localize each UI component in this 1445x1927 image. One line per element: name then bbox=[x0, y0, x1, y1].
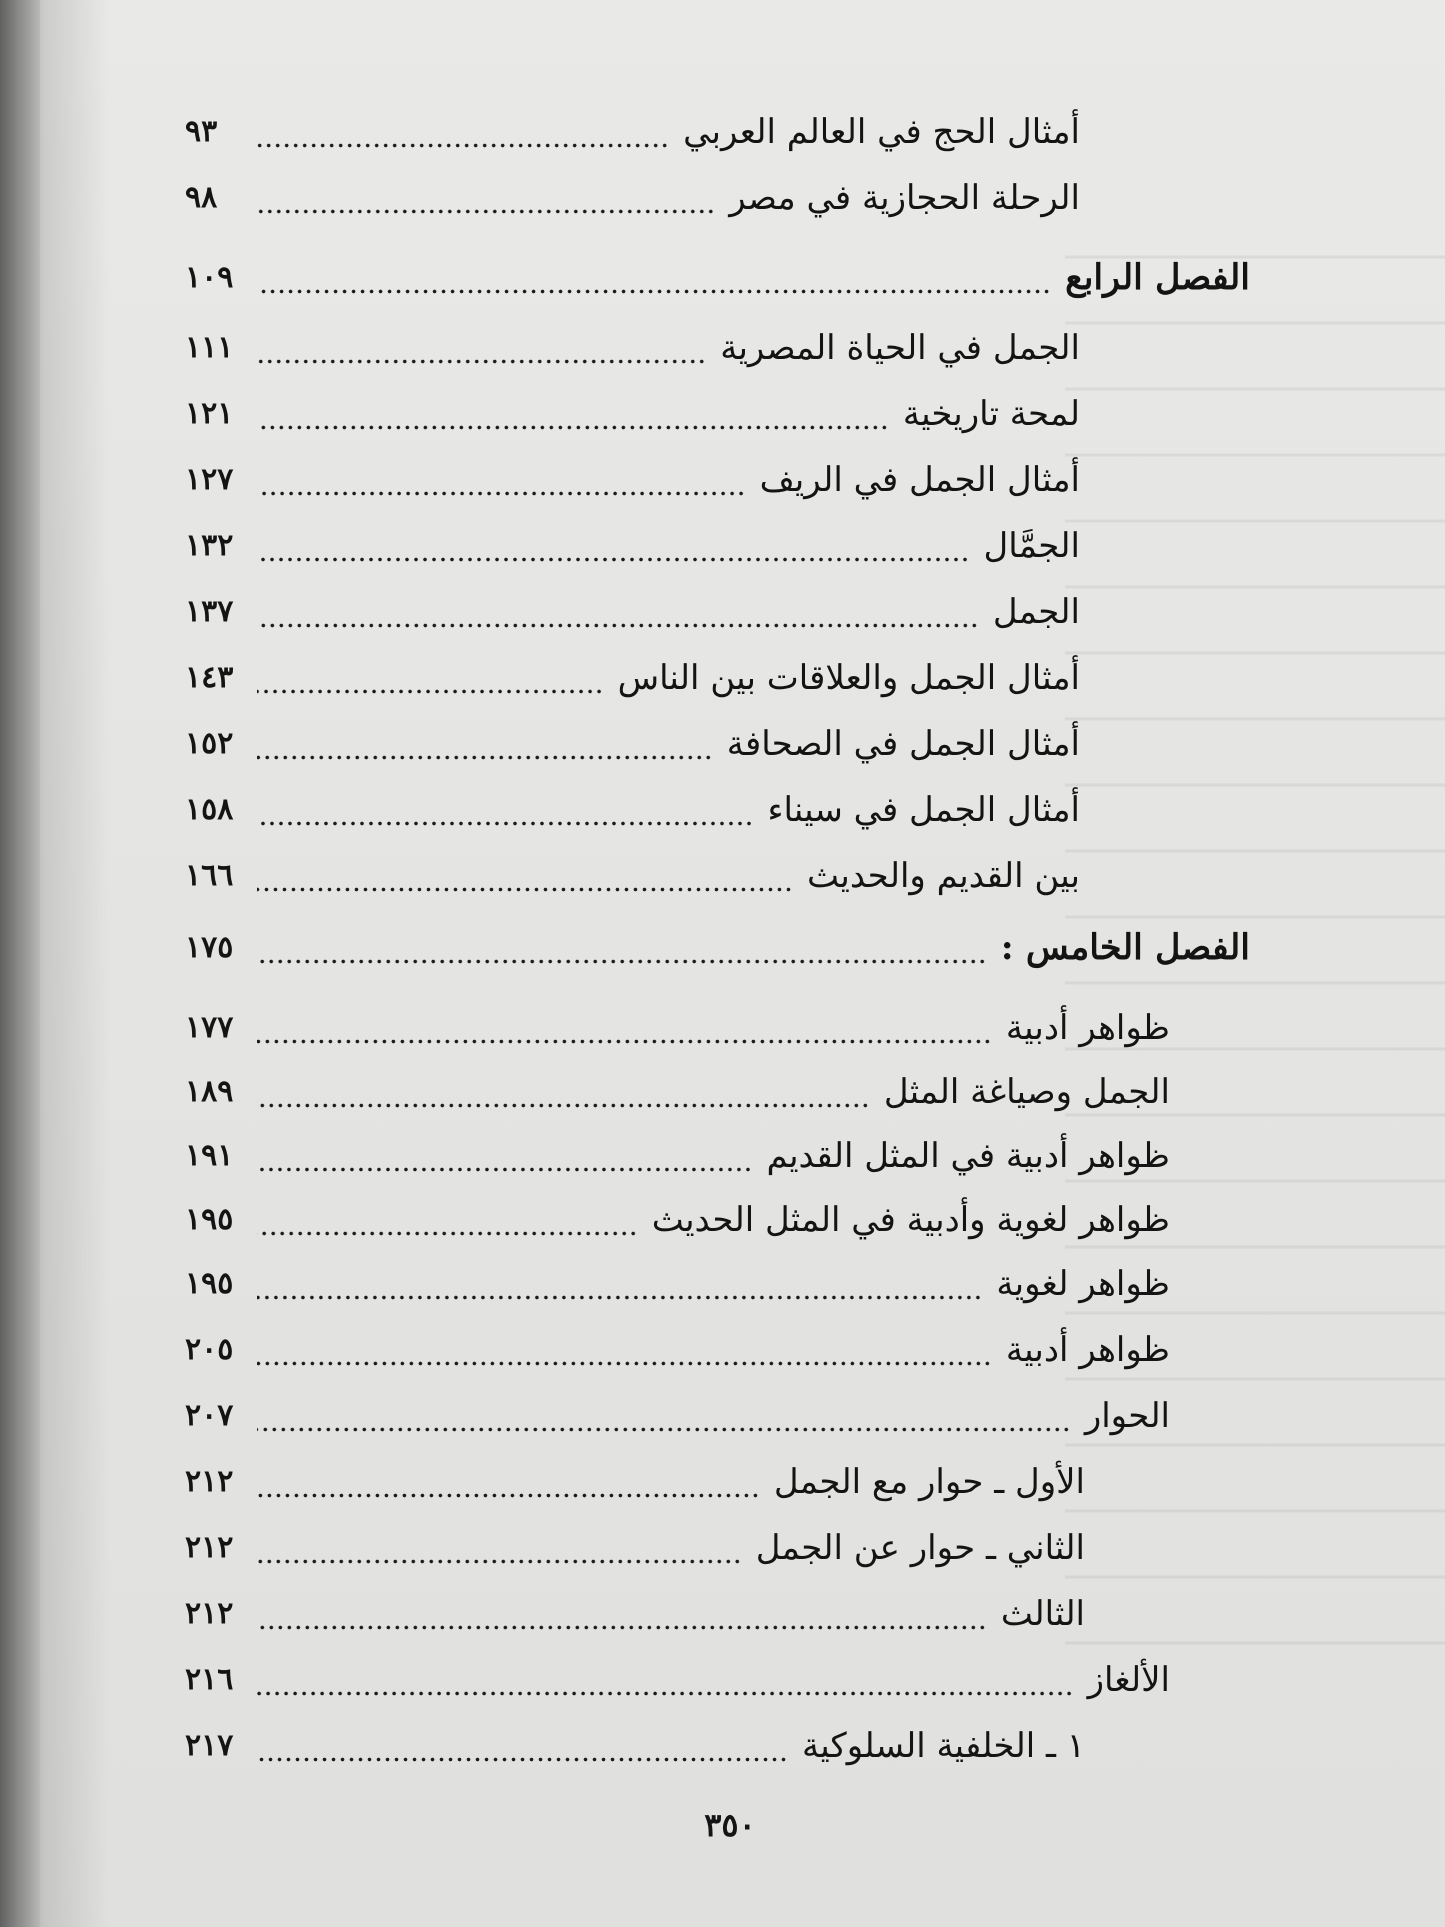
toc-entry-page: ١٥٢ bbox=[185, 726, 234, 761]
dot-leader bbox=[257, 1390, 1071, 1442]
toc-entry-title: أمثال الجمل والعلاقات بين الناس bbox=[617, 658, 1080, 698]
toc-entry-page: ١٧٥ bbox=[185, 930, 234, 965]
dot-leader bbox=[257, 586, 979, 638]
toc-entry-page: ١٩٥ bbox=[185, 1266, 234, 1301]
toc-entry bbox=[185, 1720, 1085, 1772]
toc-entry-title: ظواهر لغوية bbox=[996, 1264, 1170, 1304]
toc-entry-page: ٢١٧ bbox=[185, 1728, 234, 1763]
toc-entry-page: ١٠٩ bbox=[185, 260, 234, 295]
toc-entry-title: أمثال الحج في العالم العربي bbox=[683, 112, 1080, 152]
toc-entry-page: ٩٨ bbox=[185, 180, 218, 215]
dot-leader bbox=[257, 1002, 992, 1054]
toc-entry-page: ٢١٢ bbox=[185, 1464, 234, 1499]
dot-leader bbox=[257, 1456, 760, 1508]
dot-leader bbox=[257, 1258, 982, 1310]
dot-leader bbox=[257, 1130, 752, 1182]
dot-leader bbox=[257, 922, 987, 974]
toc-entry-page: ٢٠٧ bbox=[185, 1398, 234, 1433]
toc-entry-title: الجمل في الحياة المصرية bbox=[720, 328, 1080, 368]
toc-entry bbox=[185, 652, 1080, 704]
dot-leader bbox=[257, 322, 706, 374]
toc-chapter bbox=[185, 922, 1250, 974]
toc-entry-page: ١١١ bbox=[185, 330, 234, 365]
dot-leader bbox=[257, 1194, 638, 1246]
toc-entry bbox=[185, 388, 1080, 440]
dot-leader bbox=[257, 1066, 870, 1118]
dot-leader bbox=[257, 106, 669, 158]
toc-entry bbox=[185, 1258, 1170, 1310]
dot-leader bbox=[257, 1522, 742, 1574]
toc-entry bbox=[185, 1130, 1170, 1182]
toc-entry bbox=[185, 1324, 1170, 1376]
dot-leader bbox=[257, 1588, 987, 1640]
toc-entry-title: ظواهر أدبية bbox=[1005, 1008, 1170, 1048]
toc-entry bbox=[185, 1390, 1170, 1442]
dot-leader bbox=[257, 850, 793, 902]
toc-entry bbox=[185, 106, 1080, 158]
toc-entry bbox=[185, 1588, 1085, 1640]
toc-entry-title: بين القديم والحديث bbox=[806, 856, 1080, 896]
toc-entry-title: الحوار bbox=[1084, 1396, 1170, 1436]
toc-entry-title: الرحلة الحجازية في مصر bbox=[729, 178, 1080, 218]
dot-leader bbox=[257, 172, 715, 224]
toc-entry-title: الجمَّال bbox=[983, 526, 1080, 566]
toc-entry bbox=[185, 718, 1080, 770]
toc-entry-page: ١٢١ bbox=[185, 396, 234, 431]
toc-entry-page: ٢٠٥ bbox=[185, 1332, 234, 1367]
toc-entry-page: ١٩١ bbox=[185, 1138, 234, 1173]
toc-entry bbox=[185, 1066, 1170, 1118]
toc-entry-title: الجمل وصياغة المثل bbox=[883, 1072, 1170, 1112]
dot-leader bbox=[257, 1654, 1074, 1706]
toc-entry-title: الثالث bbox=[1000, 1594, 1085, 1634]
toc-entry bbox=[185, 850, 1080, 902]
toc-entry bbox=[185, 1194, 1170, 1246]
toc-entry-title: ظواهر أدبية في المثل القديم bbox=[766, 1136, 1170, 1176]
dot-leader bbox=[257, 454, 746, 506]
toc-entry-page: ١٦٦ bbox=[185, 858, 234, 893]
toc-entry bbox=[185, 1002, 1170, 1054]
toc-entry bbox=[185, 1522, 1085, 1574]
toc-entry bbox=[185, 784, 1080, 836]
toc-entry-title: الثاني ـ حوار عن الجمل bbox=[755, 1528, 1085, 1568]
toc-entry-page: ٢١٢ bbox=[185, 1530, 234, 1565]
toc-entry-page: ١٨٩ bbox=[185, 1074, 234, 1109]
toc-entry bbox=[185, 322, 1080, 374]
toc-chapter-title: الفصل الرابع bbox=[1065, 257, 1250, 298]
toc-entry-page: ١٤٣ bbox=[185, 660, 234, 695]
toc-entry bbox=[185, 1654, 1170, 1706]
toc-entry bbox=[185, 1456, 1085, 1508]
toc-entry-title: الألغاز bbox=[1087, 1660, 1170, 1700]
dot-leader bbox=[257, 388, 889, 440]
toc-chapter bbox=[185, 252, 1250, 304]
toc-entry-page: ١٧٧ bbox=[185, 1010, 234, 1045]
toc-entry-page: ١٣٢ bbox=[185, 528, 234, 563]
toc-entry-page: ١٢٧ bbox=[185, 462, 234, 497]
toc-entry-title: ١ ـ الخلفية السلوكية bbox=[802, 1726, 1085, 1766]
toc-entry bbox=[185, 172, 1080, 224]
toc-entry-title: أمثال الجمل في الريف bbox=[759, 460, 1080, 500]
dot-leader bbox=[257, 784, 753, 836]
toc-entry-page: ٩٣ bbox=[185, 114, 218, 149]
dot-leader bbox=[257, 718, 713, 770]
toc-entry bbox=[185, 586, 1080, 638]
dot-leader bbox=[257, 1720, 788, 1772]
toc-entry-title: الجمل bbox=[992, 592, 1080, 632]
toc-entry-title: ظواهر أدبية bbox=[1005, 1330, 1170, 1370]
toc-entry-page: ١٩٥ bbox=[185, 1202, 234, 1237]
toc-entry-title: أمثال الجمل في سيناء bbox=[767, 790, 1080, 830]
toc-entry-title: ظواهر لغوية وأدبية في المثل الحديث bbox=[651, 1200, 1170, 1240]
toc-entry-page: ١٥٨ bbox=[185, 792, 234, 827]
toc-entry-title: لمحة تاريخية bbox=[902, 394, 1080, 434]
dot-leader bbox=[257, 652, 604, 704]
toc-entry-page: ١٣٧ bbox=[185, 594, 234, 629]
toc-entry bbox=[185, 520, 1080, 572]
dot-leader bbox=[257, 252, 1051, 304]
dot-leader bbox=[257, 520, 970, 572]
toc-entry-title: أمثال الجمل في الصحافة bbox=[726, 724, 1080, 764]
toc-chapter-title: الفصل الخامس : bbox=[1000, 927, 1250, 968]
toc-entry-page: ٢١٦ bbox=[185, 1662, 234, 1697]
toc-entry-title: الأول ـ حوار مع الجمل bbox=[773, 1462, 1085, 1502]
toc-entry-page: ٢١٢ bbox=[185, 1596, 234, 1631]
page-number: ٣٥٠ bbox=[704, 1806, 756, 1844]
dot-leader bbox=[257, 1324, 992, 1376]
toc-entry bbox=[185, 454, 1080, 506]
